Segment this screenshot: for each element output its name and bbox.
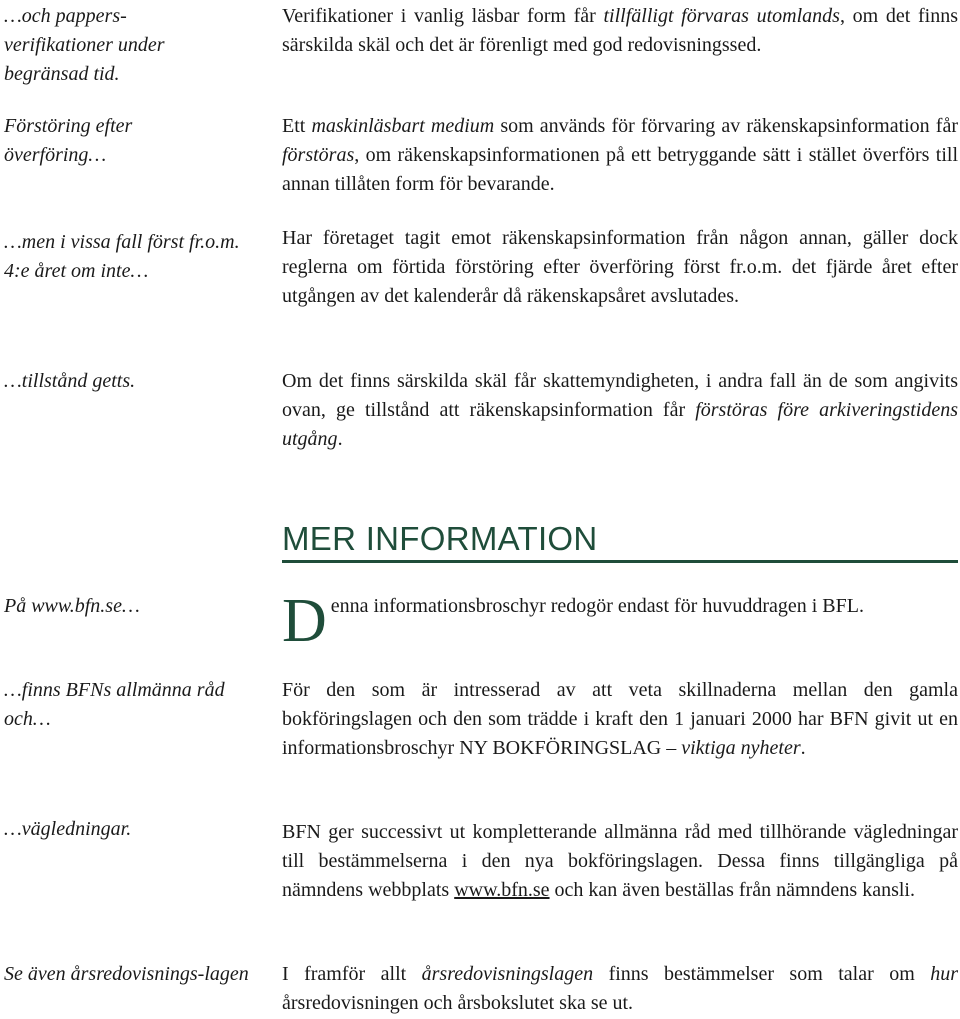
text-run: , om räkenskapsinformationen på ett betryggande sätt i stället överförs till annan tillåten form för bevarande. <box>282 144 958 195</box>
emphasis-run: årsredovisningslagen <box>421 963 594 985</box>
margin-note-forstoring: Förstöring efter överföring… <box>4 115 133 166</box>
margin-note-vagledningar: …vägledningar. <box>4 818 132 840</box>
emphasis-run: förstöras före arkiveringstidens utgång <box>282 399 958 450</box>
text-run: Ett <box>282 115 312 137</box>
emphasis-run: hur <box>930 963 959 985</box>
paragraph-nya-bokforingslagen <box>282 676 958 763</box>
emphasis-run: viktiga nyheter <box>681 737 801 759</box>
margin-note-tillstand: …tillstånd getts. <box>4 370 136 392</box>
text-run: och kan även beställas från nämndens kansli. <box>549 879 915 901</box>
margin-note-arsredovisningslagen: Se även årsredovisnings-lagen <box>4 963 249 985</box>
text-run: . <box>800 737 806 759</box>
margin-note-vissa-fall: …men i vissa fall först fr.o.m. 4:e året om inte… <box>4 231 240 282</box>
paragraph-verifikationer-utomlands <box>282 2 958 60</box>
heading-rule <box>282 560 958 563</box>
text-run: årsredovisningen och årsbokslutet ska se ut. <box>282 992 634 1014</box>
emphasis-run: förstöras <box>282 144 355 166</box>
paragraph-informationsbroschyr <box>282 587 958 655</box>
text-run: finns bestämmelser som talar om <box>593 963 931 985</box>
paragraph-skattemyndigheten-tillstand <box>282 367 958 454</box>
text-run: I framför allt <box>282 963 422 985</box>
section-heading-mer-information: MER INFORMATION <box>282 520 598 557</box>
drop-cap: D <box>282 587 327 655</box>
paragraph-annan-rakenskapsinformation: Har företaget tagit emot räkenskapsinformation från någon annan, gäller dock reglerna om förtida förstöring efter överföring först fr.o.m. det fjärde året efter utgången av det kalenderår då räkenskapsåret avslutades. <box>282 227 958 307</box>
bfn-website-link[interactable]: www.bfn.se <box>454 879 550 901</box>
margin-note-allmanna-rad: …finns BFNs allmänna råd och… <box>4 679 225 730</box>
margin-note-pappersverifikationer: …och pappers-verifikationer under begränsad tid. <box>4 5 165 85</box>
text-run: För den som är intresserad av att veta skillnaderna mellan den gamla bokföringslagen och den som trädde i kraft den 1 januari 2000 har BFN givit ut en informationsbroschyr NY BOKFÖRINGSLAG – <box>282 679 958 759</box>
text-run: BFN ger successivt ut kompletterande allmänna råd med tillhörande vägledningar till bestämmelserna i den nya bokföringslagen. Dessa finns tillgängliga på nämndens webbplats <box>282 821 958 901</box>
emphasis-run: maskinläsbart medium <box>311 115 495 137</box>
text-run: Verifikationer i vanlig läsbar form får <box>282 5 604 27</box>
text-run: som används för förvaring av räkenskapsinformation får <box>494 115 958 137</box>
paragraph-allmanna-rad <box>282 818 958 905</box>
text-run: , om det finns särskilda skäl och det är förenligt med god redovisningssed. <box>282 5 958 56</box>
paragraph-maskinlasbart-medium <box>282 112 958 199</box>
paragraph-arsredovisningslagen <box>282 960 958 1018</box>
emphasis-run: tillfälligt förvaras utomlands <box>603 5 840 27</box>
text-run: . <box>337 428 343 450</box>
margin-note-bfn-web: På www.bfn.se… <box>4 595 140 617</box>
text-run: Om det finns särskilda skäl får skattemyndigheten, i andra fall än de som angivits ovan, ge tillstånd att räkenskapsinformation får <box>282 370 958 421</box>
text-run: enna informationsbroschyr redogör endast för huvuddragen i BFL. <box>330 595 864 617</box>
